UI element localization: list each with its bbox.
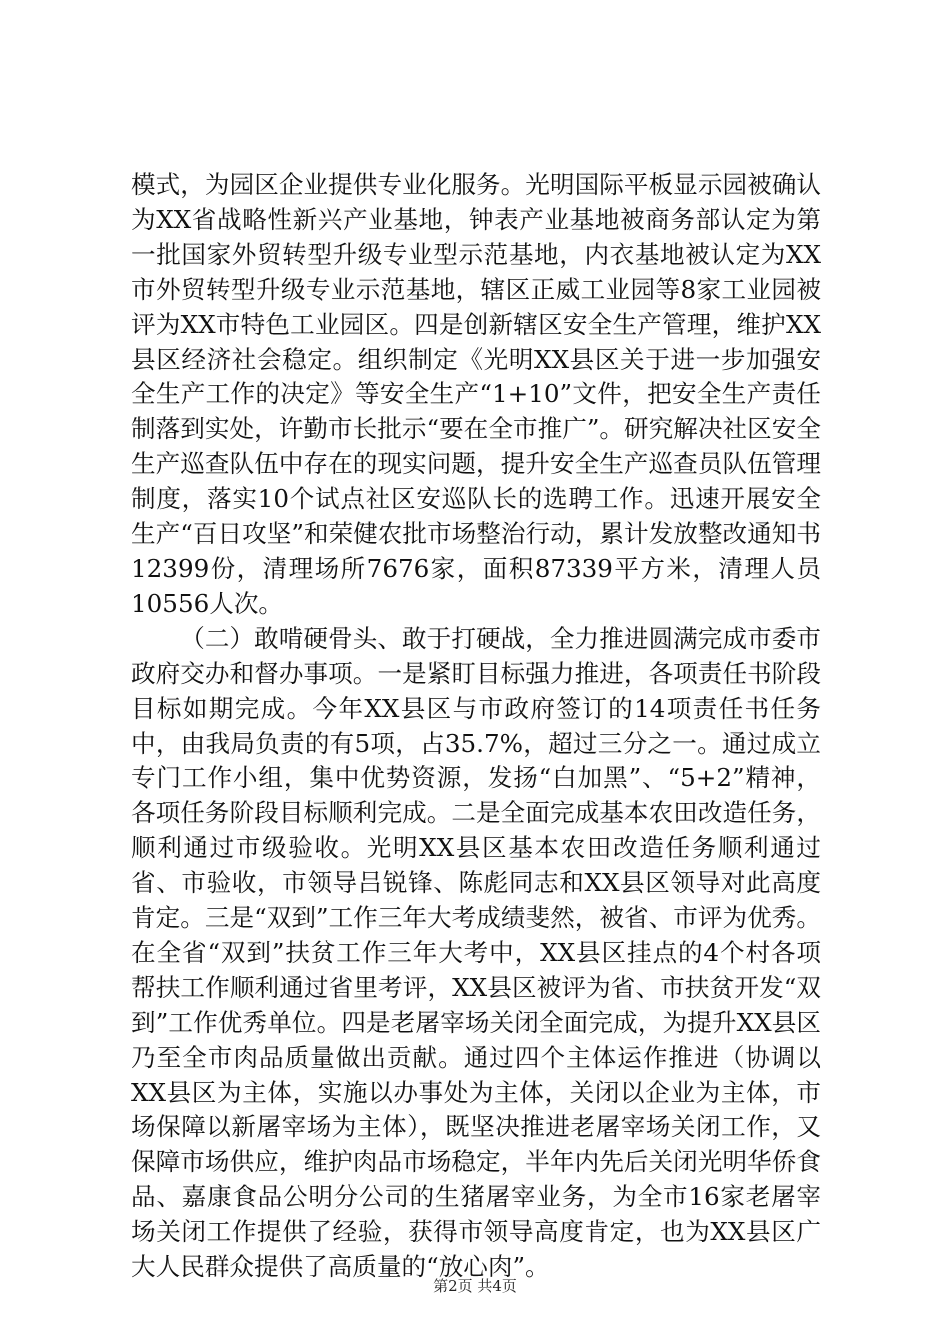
body-paragraph-1: 模式，为园区企业提供专业化服务。光明国际平板显示园被确认为XX省战略性新兴产业基地，钟表产业基地被商务部认定为第一批国家外贸转型升级专业型示范基地，内衣基地被认定为XX市外贸转型升级专业示范基地，辖区正威工业园等8家工业园被评为XX市特色工业园区。四是创新辖区安全生产管理，维护XX县区经济社会稳定。组织制定《光明XX县区关于进一步加强安全生产工作的决定》等安全生产“1+10”文件，把安全生产责任制落到实处，许勤市长批示“要在全市推广”。研究解决社区安全生产巡查队伍中存在的现实问题，提升安全生产巡查员队伍管理制度，落实10个试点社区安巡队长的选聘工作。迅速开展安全生产“百日攻坚”和荣健农批市场整治行动，累计发放整改通知书12399份，清理场所7676家，面积87339平方米，清理人员10556人次。 (131, 170, 821, 618)
page-footer: 第2页 共4页 (433, 1277, 517, 1295)
document-body (131, 168, 821, 1285)
body-paragraph-2: （二）敢啃硬骨头、敢于打硬战，全力推进圆满完成市委市政府交办和督办事项。一是紧盯目标强力推进，各项责任书阶段目标如期完成。今年XX县区与市政府签订的14项责任书任务中，由我局负责的有5项，占35.7%，超过三分之一。通过成立专门工作小组，集中优势资源，发扬“白加黑”、“5+2”精神，各项任务阶段目标顺利完成。二是全面完成基本农田改造任务，顺利通过市级验收。光明XX县区基本农田改造任务顺利通过省、市验收，市领导吕锐锋、陈彪同志和XX县区领导对此高度肯定。三是“双到”工作三年大考成绩斐然，被省、市评为优秀。在全省“双到”扶贫工作三年大考中，XX县区挂点的4个村各项帮扶工作顺利通过省里考评，XX县区被评为省、市扶贫开发“双到”工作优秀单位。四是老屠宰场关闭全面完成，为提升XX县区乃至全市肉品质量做出贡献。通过四个主体运作推进（协调以XX县区为主体，实施以办事处为主体，关闭以企业为主体，市场保障以新屠宰场为主体），既坚决推进老屠宰场关闭工作，又保障市场供应，维护肉品市场稳定，半年内先后关闭光明华侨食品、嘉康食品公明分公司的生猪屠宰业务，为全市16家老屠宰场关闭工作提供了经验，获得市领导高度肯定，也为XX县区广大人民群众提供了高质量的“放心肉”。 (131, 623, 821, 1282)
